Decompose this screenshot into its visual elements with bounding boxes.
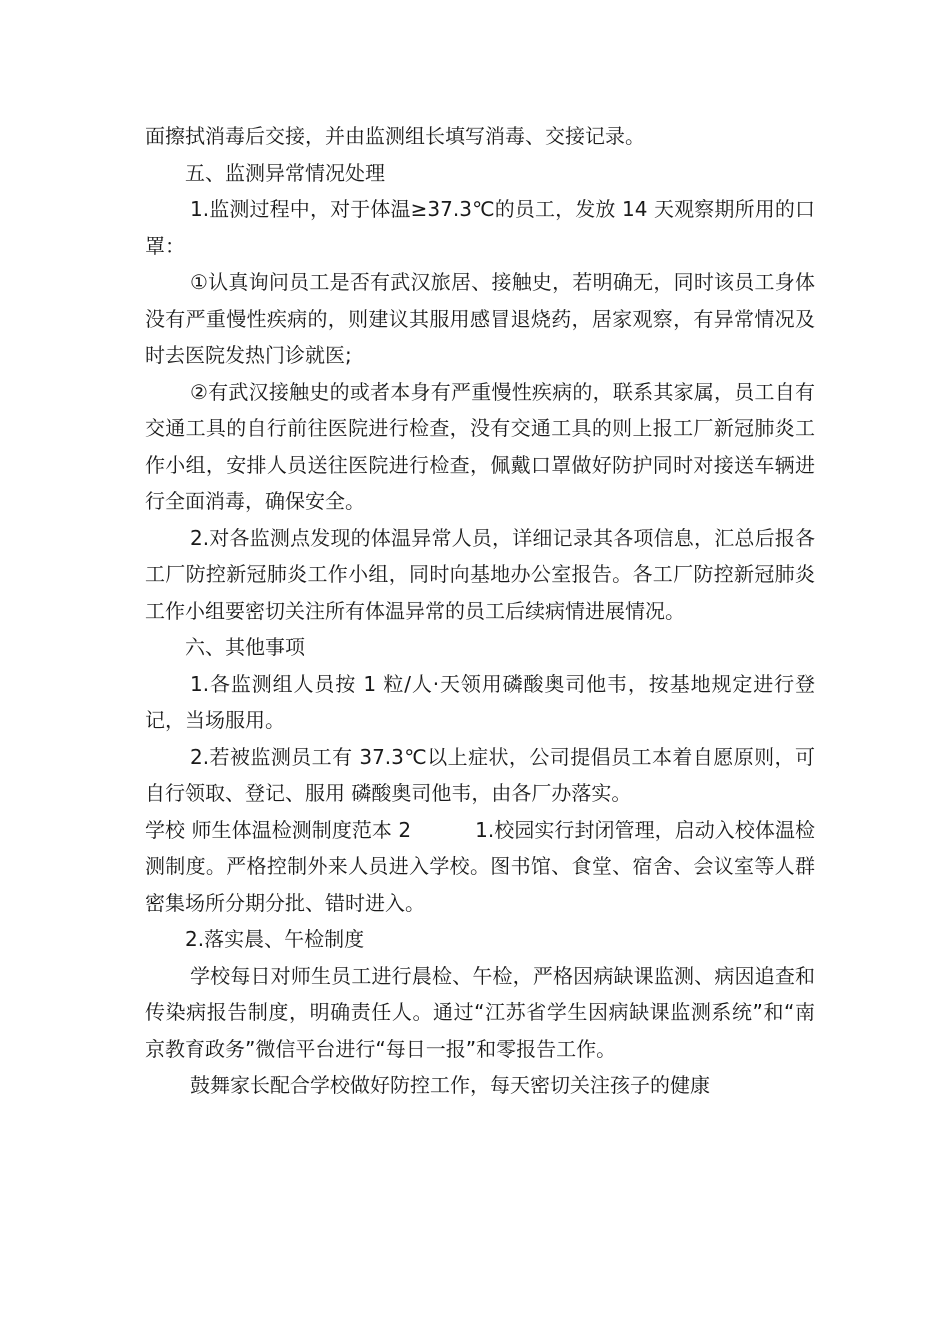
paragraph-other-2: 2.若被监测员工有 37.3℃以上症状，公司提倡员工本着自愿原则，可自行领取、登记、服用 磷酸奥司他韦，由各厂办落实。 bbox=[145, 744, 815, 805]
paragraph-check-system: 2.落实晨、午检制度 bbox=[185, 927, 365, 951]
paragraph-item-1: 1.监测过程中，对于体温≥37.3℃的员工，发放 14 天观察期所用的口罩： bbox=[145, 197, 815, 258]
paragraph-subitem-1: ①认真询问员工是否有武汉旅居、接触史，若明确无，同时该员工身体没有严重慢性疾病的，则建议其服用感冒退烧药，居家观察，有异常情况及时去医院发热门诊就医; bbox=[145, 270, 815, 367]
paragraph-continuation: 面擦拭消毒后交接，并由监测组长填写消毒、交接记录。 bbox=[145, 124, 645, 148]
paragraph-other-1: 1.各监测组人员按 1 粒/人·天领用磷酸奥司他韦，按基地规定进行登记，当场服用。 bbox=[145, 671, 815, 732]
section-heading-six: 六、其他事项 bbox=[185, 635, 305, 659]
section-heading-five: 五、监测异常情况处理 bbox=[185, 160, 385, 185]
document-body bbox=[145, 118, 815, 1104]
paragraph-template-2-title: 学校 师生体温检测制度范本 2 1.校园实行封闭管理，启动入校体温检测制度。严格控制外来人员进入学校。图书馆、食堂、宿舍、会议室等人群密集场所分期分批、错时进入。 bbox=[145, 817, 815, 915]
paragraph-item-2: 2.对各监测点发现的体温异常人员，详细记录其各项信息，汇总后报各工厂防控新冠肺炎工作小组，同时向基地办公室报告。各工厂防控新冠肺炎工作小组要密切关注所有体温异常的员工后续病情进展情况。 bbox=[145, 525, 815, 623]
paragraph-subitem-2: ②有武汉接触史的或者本身有严重慢性疾病的，联系其家属，员工自有交通工具的自行前往医院进行检查，没有交通工具的则上报工厂新冠肺炎工作小组，安排人员送往医院进行检查，佩戴口罩做好防护同时对接送车辆进行全面消毒，确保安全。 bbox=[145, 379, 815, 513]
paragraph-parents: 鼓舞家长配合学校做好防控工作，每天密切关注孩子的健康 bbox=[190, 1073, 710, 1097]
paragraph-daily-check: 学校每日对师生员工进行晨检、午检，严格因病缺课监测、病因追查和传染病报告制度，明确责任人。通过“江苏省学生因病缺课监测系统”和“南京教育政务”微信平台进行“每日一报”和零报告工作。 bbox=[145, 963, 815, 1061]
